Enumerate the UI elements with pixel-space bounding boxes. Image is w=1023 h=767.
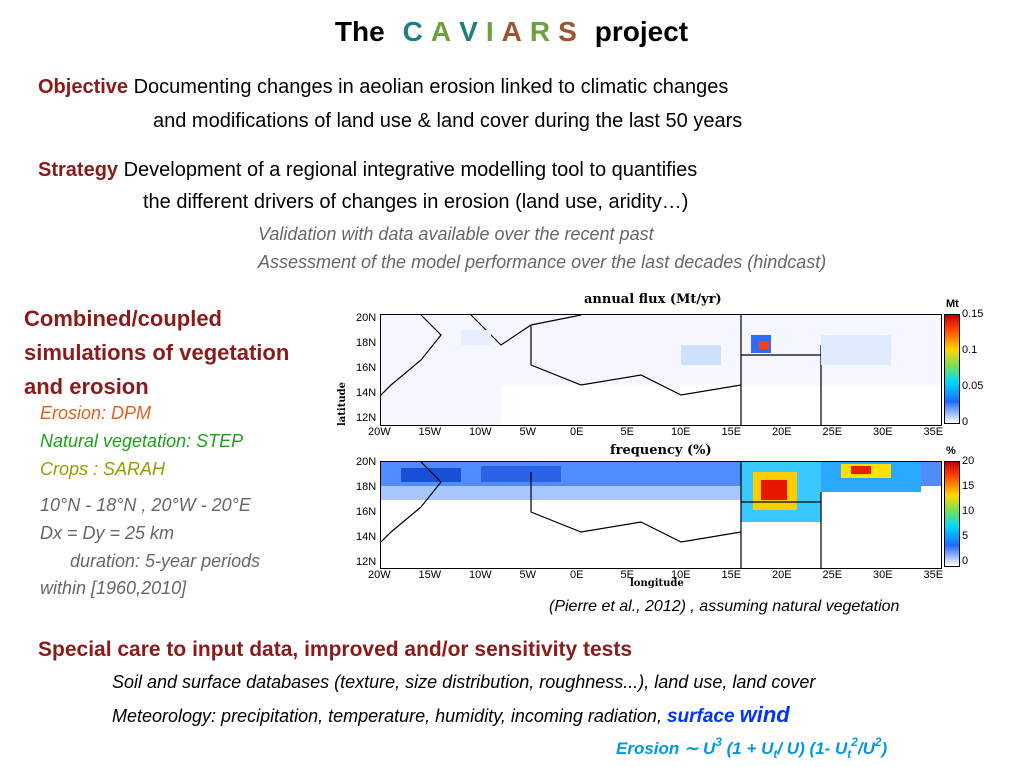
formula-part-b: (1 + U [721, 739, 774, 758]
erosion-model: Erosion: DPM [40, 403, 152, 423]
top-cb-tick-1: 0.15 [962, 308, 984, 320]
x-axis-label: longitude [630, 578, 684, 589]
lon-tick: 5W [519, 426, 536, 438]
strategy-text2: the different drivers of changes in erosion (land use, aridity…) [143, 191, 689, 213]
lon-tick: 20W [368, 569, 391, 581]
lon-tick: 15W [418, 569, 442, 581]
formula-sup-c: 2 [851, 735, 858, 749]
bottom-colorbar-unit: % [946, 445, 956, 457]
grid-resolution: Dx = Dy = 25 km [40, 523, 175, 543]
strategy-sub1: Validation with data available over the recent past [258, 224, 654, 244]
combined-heading [24, 302, 289, 404]
bottom-lat-18N: 18N [356, 481, 377, 493]
top-lat-18N: 18N [356, 337, 377, 349]
bottom-map-title: frequency (%) [610, 443, 712, 458]
bottom-cb-tick-1: 20 [962, 455, 975, 467]
bottom-colorbar [944, 461, 960, 567]
acronym-letter: R [529, 16, 551, 47]
bottom-cb-tick-5: 0 [962, 555, 969, 567]
lon-tick: 25E [822, 426, 843, 438]
top-cb-tick-3: 0.05 [962, 380, 984, 392]
top-lat-14N: 14N [356, 387, 377, 399]
top-lat-16N: 16N [356, 362, 377, 374]
formula-sup-d: 2 [874, 735, 882, 749]
top-map [380, 314, 942, 426]
bottom-cb-tick-3: 10 [962, 505, 975, 517]
project-acronym [399, 16, 581, 47]
crops-model: Crops : SARAH [40, 459, 166, 479]
lon-tick: 30E [873, 426, 893, 438]
vegetation-model: Natural vegetation: STEP [40, 431, 244, 451]
top-cb-tick-4: 0 [962, 416, 969, 428]
strategy-sub2: Assessment of the model performance over the last decades (hindcast) [258, 252, 827, 272]
bottom-lat-16N: 16N [356, 506, 377, 518]
bottom-cb-tick-2: 15 [962, 480, 975, 492]
formula-part-d: /U [857, 739, 875, 758]
formula-sub-b: t [773, 747, 778, 761]
lon-tick: 20E [772, 426, 792, 438]
strategy-label: Strategy [38, 159, 119, 181]
duration: duration: 5-year periods [70, 551, 261, 571]
formula-part-a: Erosion ∼ U [616, 739, 716, 758]
formula-sub-c: t [847, 747, 852, 761]
lon-tick: 10W [469, 569, 492, 581]
lon-tick: 5W [519, 569, 536, 581]
combined-heading-line2: simulations of vegetation [24, 340, 290, 365]
lon-tick: 5E [620, 426, 634, 438]
combined-heading-line3: and erosion [24, 374, 149, 399]
lon-tick: 30E [873, 569, 893, 581]
combined-heading-line1: Combined/coupled [24, 306, 222, 331]
lon-tick: 15E [721, 426, 742, 438]
acronym-letter: C [402, 16, 423, 47]
lon-tick: 0E [570, 569, 584, 581]
bottom-lat-12N: 12N [356, 556, 377, 568]
formula-part-e: ) [881, 739, 888, 758]
bottom-map [380, 461, 942, 569]
bottom-cb-tick-4: 5 [962, 530, 969, 542]
top-colorbar-unit: Mt [946, 298, 959, 310]
acronym-letter: I [485, 16, 494, 47]
objective-line1 [38, 76, 728, 99]
figure-caption: (Pierre et al., 2012) , assuming natural vegetation [549, 598, 900, 615]
strategy-text1: Development of a regional integrative modelling tool to quantifies [123, 159, 698, 181]
lon-tick: 35E [923, 569, 944, 581]
special-line2-text: Meteorology: precipitation, temperature, humidity, incoming radiation, [112, 706, 662, 726]
top-cb-tick-2: 0.1 [962, 344, 978, 356]
top-map-svg [381, 315, 941, 425]
lon-tick: 10E [671, 426, 691, 438]
lon-tick: 10W [469, 426, 492, 438]
lon-tick: 5E [620, 569, 634, 581]
lon-tick: 20W [368, 426, 391, 438]
bottom-map-svg [381, 462, 941, 568]
formula-sup-a: 3 [715, 735, 722, 749]
special-line2 [112, 702, 790, 728]
y-axis-label: latitude [337, 382, 348, 426]
lon-tick: 15W [418, 426, 442, 438]
bottom-lat-14N: 14N [356, 531, 377, 543]
strategy-line1 [38, 159, 697, 182]
acronym-letter: A [430, 16, 452, 47]
top-map-title: annual flux (Mt/yr) [584, 292, 722, 307]
acronym-letter: V [459, 16, 478, 47]
lon-tick: 10E [671, 569, 691, 581]
lon-tick: 15E [721, 569, 742, 581]
erosion-formula [616, 735, 887, 761]
surface-word: surface [666, 706, 735, 727]
wind-word: wind [739, 702, 790, 727]
acronym-letter: S [558, 16, 577, 47]
domain-extent: 10°N - 18°N , 20°W - 20°E [40, 495, 251, 515]
title-pre: The [334, 16, 385, 47]
special-heading: Special care to input data, improved and/or sensitivity tests [38, 638, 632, 661]
top-lat-20N: 20N [356, 312, 377, 324]
lon-tick: 25E [822, 569, 843, 581]
objective-label: Objective [38, 76, 129, 98]
acronym-letter: A [501, 16, 522, 47]
period-range: within [1960,2010] [40, 578, 187, 598]
bottom-lat-20N: 20N [356, 456, 377, 468]
top-lat-12N: 12N [356, 412, 377, 424]
objective-text2: and modifications of land use & land cover during the last 50 years [153, 110, 743, 132]
lon-tick: 35E [923, 426, 944, 438]
special-line1: Soil and surface databases (texture, size distribution, roughness...), land use, land cover [112, 672, 816, 692]
objective-text1: Documenting changes in aeolian erosion linked to climatic changes [133, 76, 729, 98]
lon-tick: 0E [570, 426, 584, 438]
page-title [0, 16, 1023, 48]
formula-part-c: / U) (1- U [777, 739, 848, 758]
lon-tick: 20E [772, 569, 792, 581]
top-colorbar [944, 314, 960, 424]
title-post: project [594, 16, 689, 47]
